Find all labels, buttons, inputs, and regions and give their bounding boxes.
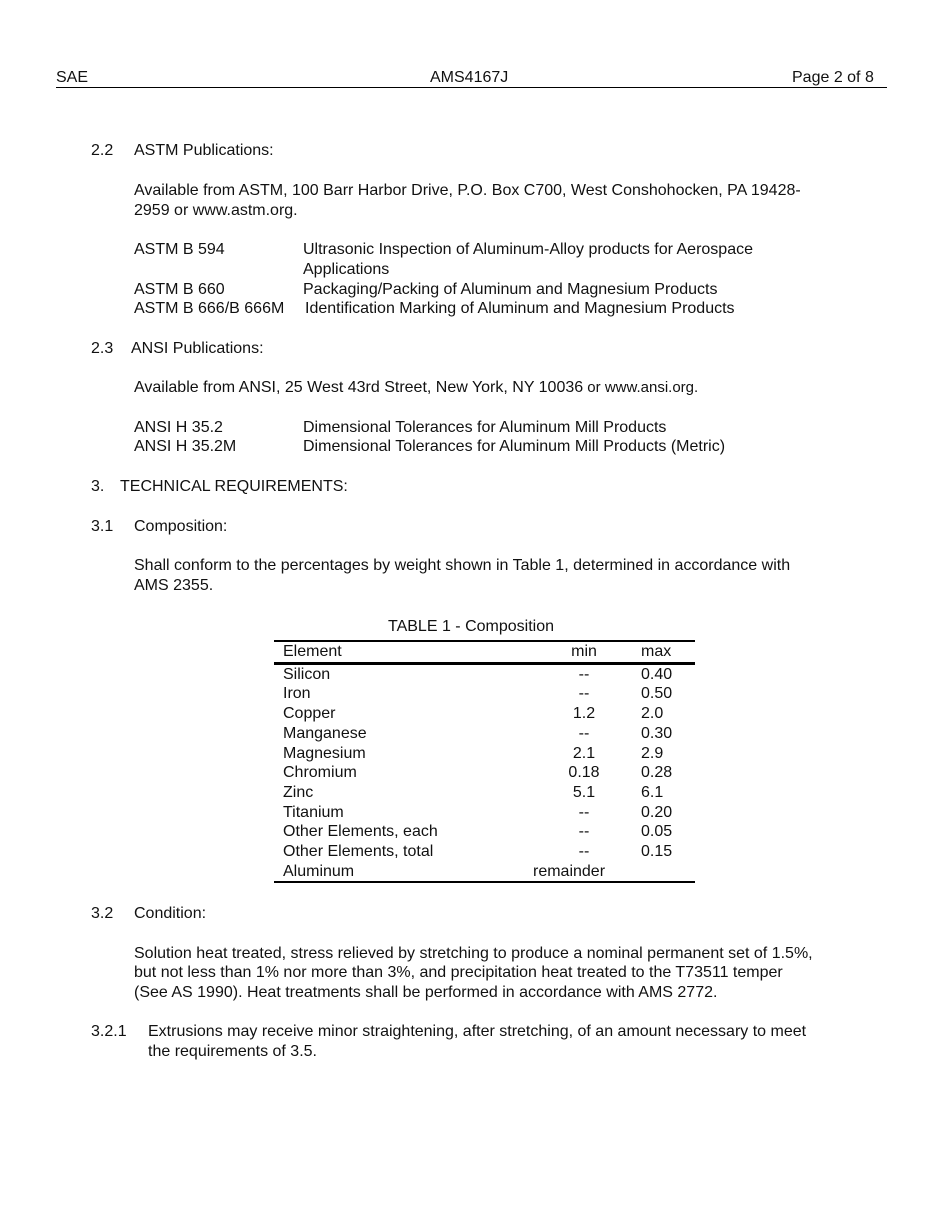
cell-element: Silicon xyxy=(283,665,331,683)
section-2-2-title: ASTM Publications: xyxy=(134,142,274,159)
table-row xyxy=(274,842,695,862)
ref-description: Ultrasonic Inspection of Aluminum-Alloy products for Aerospace xyxy=(303,241,753,258)
cell-element: Other Elements, total xyxy=(283,843,434,861)
cell-max: 0.20 xyxy=(641,803,673,821)
cell-max xyxy=(637,862,695,883)
astm-availability-line-2: 2959 or www.astm.org. xyxy=(134,202,298,219)
composition-table xyxy=(274,640,695,883)
ref-code: ASTM B 660 xyxy=(134,281,225,298)
cell-element: Copper xyxy=(283,705,336,723)
section-3-2-title: Condition: xyxy=(134,905,207,922)
cell-max: 0.05 xyxy=(641,823,673,841)
cell-min: 0.18 xyxy=(568,764,600,782)
table-row xyxy=(274,663,695,684)
cell-min: -- xyxy=(578,803,590,821)
cell-min: 2.1 xyxy=(572,744,596,762)
ref-code: ASTM B 666/B 666M xyxy=(134,300,285,317)
section-2-3-title: ANSI Publications: xyxy=(131,340,264,357)
cell-element: Iron xyxy=(283,685,311,703)
section-3-1-title: Composition: xyxy=(134,518,228,535)
straightening-text-line-2: the requirements of 3.5. xyxy=(148,1043,317,1060)
cell-element: Chromium xyxy=(283,764,357,782)
cell-max: 6.1 xyxy=(641,783,664,801)
cell-element: Manganese xyxy=(283,724,367,742)
cell-min: -- xyxy=(578,665,590,683)
section-3-1-number: 3.1 xyxy=(91,518,114,535)
ref-description: Dimensional Tolerances for Aluminum Mill Products (Metric) xyxy=(303,438,726,455)
cell-max: 0.50 xyxy=(641,685,673,703)
straightening-text-line-1: Extrusions may receive minor straightening, after stretching, of an amount necessary to meet xyxy=(148,1023,807,1040)
table-row xyxy=(274,862,695,883)
table-caption: TABLE 1 - Composition xyxy=(388,618,554,635)
table-row xyxy=(274,744,695,764)
cell-min: -- xyxy=(578,843,590,861)
cell-min: -- xyxy=(578,724,590,742)
header-org: SAE xyxy=(56,69,89,86)
column-header-max: max xyxy=(641,643,672,660)
column-header-min: min xyxy=(571,643,597,660)
section-3-title: TECHNICAL REQUIREMENTS: xyxy=(120,478,348,495)
cell-element: Aluminum xyxy=(283,862,355,880)
ref-code: ANSI H 35.2 xyxy=(134,419,223,436)
cell-max: 2.9 xyxy=(641,744,664,762)
cell-element: Titanium xyxy=(283,803,344,821)
cell-max: 0.30 xyxy=(641,724,673,742)
condition-text-line-1: Solution heat treated, stress relieved by stretching to produce a nominal permanent set of 1.5%, xyxy=(134,945,813,962)
cell-min: -- xyxy=(578,685,590,703)
cell-max: 2.0 xyxy=(641,705,664,723)
ref-description-continued: Applications xyxy=(303,261,390,278)
cell-max: 0.28 xyxy=(641,764,673,782)
table-row xyxy=(274,704,695,724)
column-header-element: Element xyxy=(283,643,342,660)
table-row xyxy=(274,803,695,823)
condition-text-line-3: (See AS 1990). Heat treatments shall be performed in accordance with AMS 2772. xyxy=(134,984,718,1001)
section-2-2-number: 2.2 xyxy=(91,142,114,159)
cell-element: Magnesium xyxy=(283,744,366,762)
cell-min: 5.1 xyxy=(572,783,596,801)
ref-description: Packaging/Packing of Aluminum and Magnesium Products xyxy=(303,281,718,298)
table-row xyxy=(274,724,695,744)
cell-min: 1.2 xyxy=(572,705,596,723)
astm-availability-line-1: Available from ASTM, 100 Barr Harbor Drive, P.O. Box C700, West Conshohocken, PA 19428- xyxy=(134,182,801,199)
section-3-number: 3. xyxy=(91,478,105,495)
ansi-availability-main: Available from ANSI, 25 West 43rd Street, New York, NY 10036 xyxy=(134,379,584,396)
header-page-number: Page 2 of 8 xyxy=(792,69,874,86)
composition-text-line-2: AMS 2355. xyxy=(134,577,214,594)
header-rule xyxy=(56,87,887,88)
section-3-2-number: 3.2 xyxy=(91,905,114,922)
ansi-availability-web: or www.ansi.org. xyxy=(583,379,699,396)
table-row xyxy=(274,684,695,704)
table-row xyxy=(274,783,695,803)
cell-max: 0.40 xyxy=(641,665,673,683)
ref-description: Dimensional Tolerances for Aluminum Mill Products xyxy=(303,419,667,436)
header-doc-number: AMS4167J xyxy=(430,69,509,86)
table-row xyxy=(274,822,695,842)
table-row xyxy=(274,763,695,783)
cell-min: -- xyxy=(578,823,590,841)
cell-max: 0.15 xyxy=(641,843,673,861)
table-header-row xyxy=(274,641,695,663)
ansi-availability-line xyxy=(134,378,698,398)
section-3-2-1-number: 3.2.1 xyxy=(91,1023,127,1040)
ref-code: ANSI H 35.2M xyxy=(134,438,237,455)
condition-text-line-2: but not less than 1% nor more than 3%, and precipitation heat treated to the T73511 temper xyxy=(134,964,783,981)
ref-description: Identification Marking of Aluminum and Magnesium Products xyxy=(305,300,735,317)
ref-code: ASTM B 594 xyxy=(134,241,225,258)
cell-element: Zinc xyxy=(283,783,314,801)
cell-min: remainder xyxy=(533,862,606,880)
section-2-3-number: 2.3 xyxy=(91,340,114,357)
cell-element: Other Elements, each xyxy=(283,823,438,841)
composition-text-line-1: Shall conform to the percentages by weight shown in Table 1, determined in accordance with xyxy=(134,557,791,574)
